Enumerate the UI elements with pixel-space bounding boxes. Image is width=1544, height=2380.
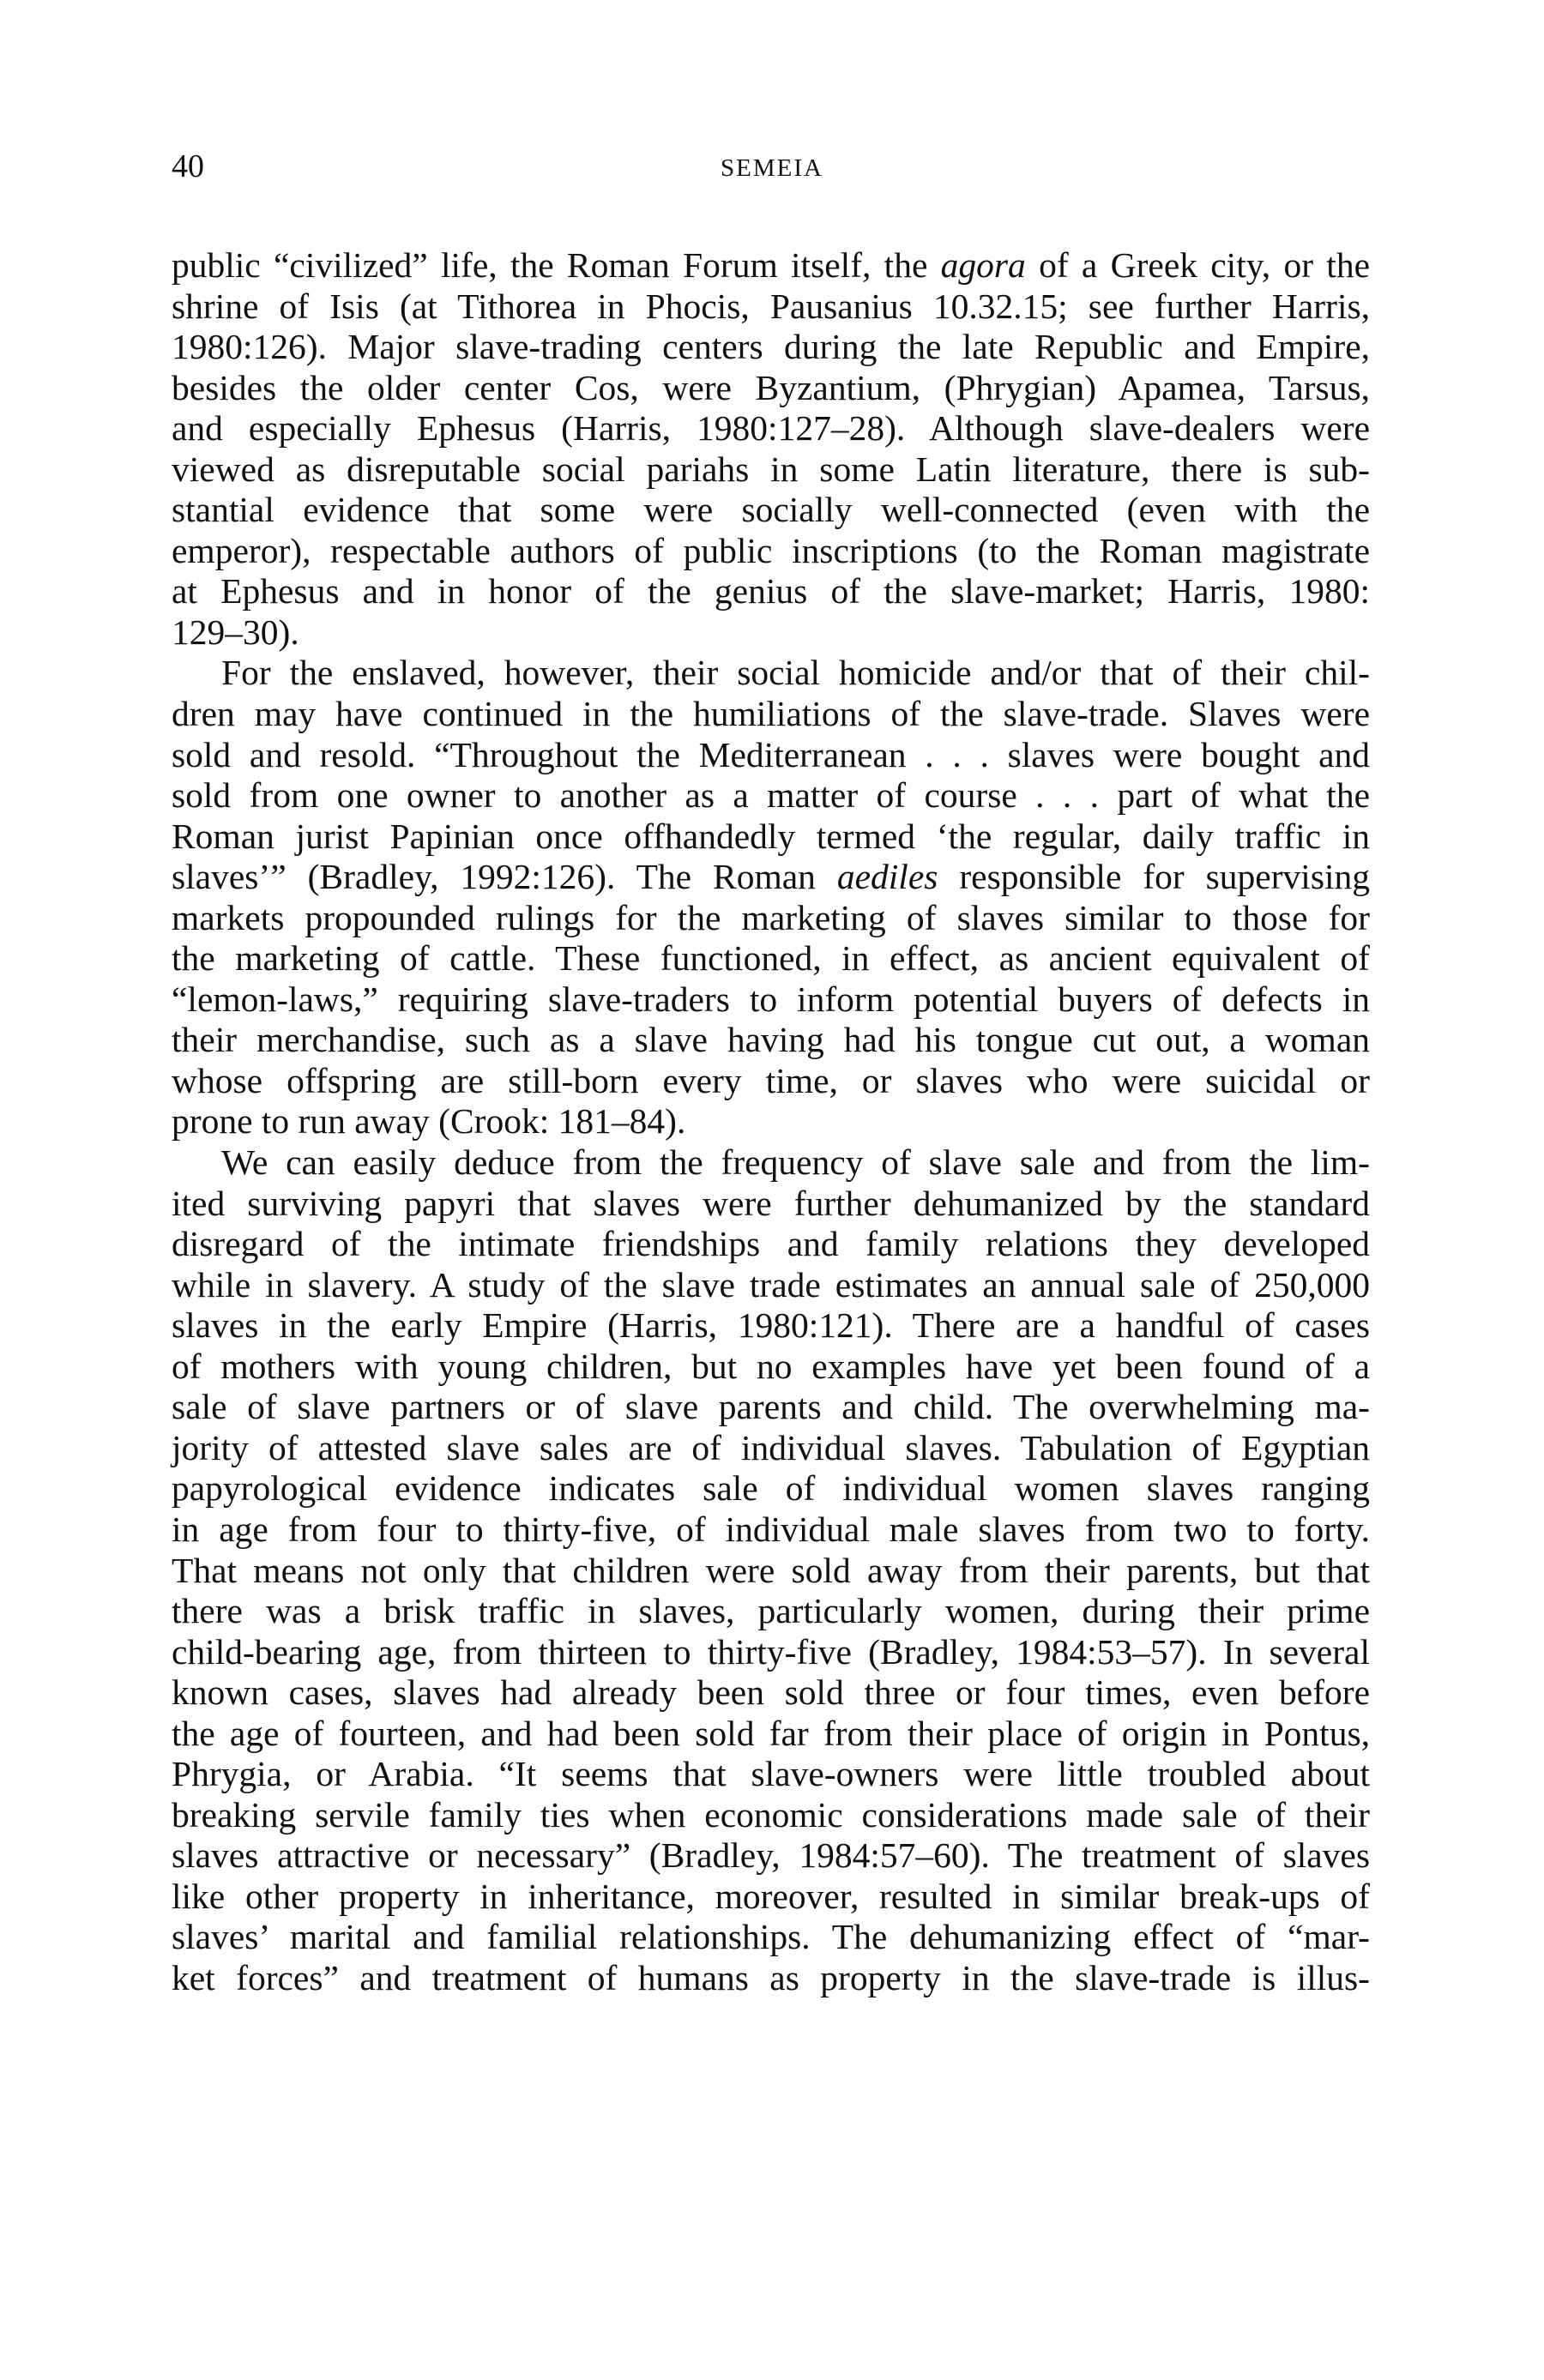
text-line — [172, 490, 1370, 531]
text-line — [172, 327, 1370, 368]
text-line — [172, 1468, 1370, 1509]
text-run: the marketing of cattle. These functioned, in effect, as ancient equivalent of — [172, 938, 1370, 979]
text-run: “lemon-laws,” requiring slave-traders to inform potential buyers of defects in — [172, 979, 1370, 1019]
text-line — [172, 1305, 1370, 1347]
text-run: there was a brisk traffic in slaves, particularly women, during their prime — [172, 1591, 1370, 1631]
text-line — [172, 1714, 1370, 1755]
text-line — [172, 408, 1370, 449]
text-run: child-bearing age, from thirteen to thirty-five (Bradley, 1984:53–57). In several — [172, 1631, 1370, 1672]
text-run: sold from one owner to another as a matter of course . . . part of what the — [172, 775, 1370, 816]
text-line — [172, 1958, 1370, 1999]
text-run: For the enslaved, however, their social homicide and/or that of their chil- — [221, 653, 1370, 693]
text-run: the age of fourteen, and had been sold far from their place of origin in Pontus, — [172, 1713, 1370, 1753]
text-line — [172, 449, 1370, 491]
text-run: papyrological evidence indicates sale of individual women slaves ranging — [172, 1468, 1370, 1509]
text-run: of a Greek city, or the — [1025, 245, 1370, 285]
text-run: stantial evidence that some were socially well-connected (even with the — [172, 490, 1370, 530]
text-run: and especially Ephesus (Harris, 1980:127–28). Although slave-dealers were — [172, 408, 1370, 449]
text-line — [172, 1184, 1370, 1225]
text-line — [172, 1754, 1370, 1795]
text-run: besides the older center Cos, were Byzantium, (Phrygian) Apamea, Tarsus, — [172, 367, 1370, 407]
italic-term: aediles — [836, 857, 938, 897]
text-line — [172, 816, 1370, 858]
text-run: responsible for supervising — [938, 857, 1370, 897]
text-line — [172, 1917, 1370, 1958]
text-run: Roman jurist Papinian once offhandedly termed ‘the regular, daily traffic in — [172, 816, 1370, 856]
text-run: sale of slave partners or of slave parents and child. The overwhelming ma- — [172, 1387, 1370, 1427]
text-line — [172, 1551, 1370, 1592]
text-run: ited surviving papyri that slaves were further dehumanized by the standard — [172, 1183, 1370, 1223]
text-run: dren may have continued in the humiliations of the slave-trade. Slaves were — [172, 694, 1370, 734]
italic-term: agora — [940, 245, 1026, 285]
text-line — [172, 612, 1370, 654]
text-run: ket forces” and treatment of humans as property in the slave-trade is illus- — [172, 1957, 1370, 1997]
text-line — [172, 571, 1370, 612]
text-line — [172, 1142, 1370, 1184]
text-run: prone to run away (Crook: 181–84). — [172, 1101, 686, 1142]
text-run: slaves’” (Bradley, 1992:126). The Roman — [172, 857, 837, 897]
text-line — [172, 1101, 1370, 1142]
text-line — [172, 775, 1370, 816]
text-run: public “civilized” life, the Roman Forum itself, the — [172, 245, 941, 285]
text-line — [172, 1428, 1370, 1469]
text-run: in age from four to thirty-five, of individual male slaves from two to forty. — [172, 1509, 1370, 1549]
text-run: slaves attractive or necessary” (Bradley, 1984:57–60). The treatment of slaves — [172, 1835, 1370, 1876]
text-run: viewed as disreputable social pariahs in some Latin literature, there is sub- — [172, 449, 1370, 489]
running-head — [0, 0, 1544, 197]
paragraph — [172, 245, 1370, 653]
body-text — [172, 245, 1370, 1999]
text-run: whose offspring are still-born every time, or slaves who were suicidal or — [172, 1060, 1370, 1100]
text-run: That means not only that children were sold away from their parents, but that — [172, 1550, 1370, 1590]
text-run: like other property in inheritance, moreover, resulted in similar break-ups of — [172, 1876, 1370, 1916]
text-run: at Ephesus and in honor of the genius of the slave-market; Harris, 1980: — [172, 571, 1370, 612]
text-line — [172, 979, 1370, 1021]
text-line — [172, 1387, 1370, 1428]
text-line — [172, 1835, 1370, 1877]
text-run: sold and resold. “Throughout the Mediterranean . . . slaves were bought and — [172, 734, 1370, 774]
text-line — [172, 531, 1370, 572]
text-line — [172, 1672, 1370, 1714]
text-run: slaves in the early Empire (Harris, 1980:121). There are a handful of cases — [172, 1305, 1370, 1346]
text-line — [172, 1265, 1370, 1306]
page-number: 40 — [172, 148, 204, 184]
text-line — [172, 1795, 1370, 1836]
text-run: emperor), respectable authors of public inscriptions (to the Roman magistrate — [172, 530, 1370, 570]
text-run: Phrygia, or Arabia. “It seems that slave-owners were little troubled about — [172, 1754, 1370, 1794]
text-line — [172, 1632, 1370, 1673]
text-line — [172, 286, 1370, 328]
text-run: of mothers with young children, but no examples have yet been found of a — [172, 1346, 1370, 1386]
text-run: while in slavery. A study of the slave trade estimates an annual sale of 250,000 — [172, 1264, 1370, 1304]
text-line — [172, 857, 1370, 898]
text-line — [172, 1509, 1370, 1551]
text-line — [172, 368, 1370, 409]
text-run: slaves’ marital and familial relationships. The dehumanizing effect of “mar- — [172, 1917, 1370, 1957]
paragraph — [172, 1142, 1370, 1998]
text-run: We can easily deduce from the frequency of slave sale and from the lim- — [221, 1142, 1370, 1183]
text-line — [172, 1877, 1370, 1918]
text-run: breaking servile family ties when economic considerations made sale of their — [172, 1794, 1370, 1835]
text-line — [172, 1020, 1370, 1061]
text-line — [172, 1347, 1370, 1388]
text-line — [172, 694, 1370, 735]
text-run: disregard of the intimate friendships and family relations they developed — [172, 1224, 1370, 1264]
text-line — [172, 898, 1370, 939]
text-line — [172, 245, 1370, 286]
paragraph — [172, 653, 1370, 1142]
text-line — [172, 735, 1370, 776]
text-run: known cases, slaves had already been sold three or four times, even before — [172, 1672, 1370, 1713]
text-line — [172, 1224, 1370, 1265]
text-line — [172, 653, 1370, 694]
text-line — [172, 1591, 1370, 1632]
text-line — [172, 938, 1370, 979]
text-run: jority of attested slave sales are of individual slaves. Tabulation of Egyptian — [172, 1427, 1370, 1467]
journal-title: SEMEIA — [721, 154, 823, 182]
text-run: 129–30). — [172, 612, 299, 652]
text-line — [172, 1061, 1370, 1102]
text-run: shrine of Isis (at Tithorea in Phocis, Pausanius 10.32.15; see further Harris, — [172, 286, 1370, 326]
text-run: 1980:126). Major slave-trading centers during the late Republic and Empire, — [172, 327, 1370, 367]
text-run: their merchandise, such as a slave having had his tongue cut out, a woman — [172, 1020, 1370, 1060]
text-run: markets propounded rulings for the marketing of slaves similar to those for — [172, 897, 1370, 937]
